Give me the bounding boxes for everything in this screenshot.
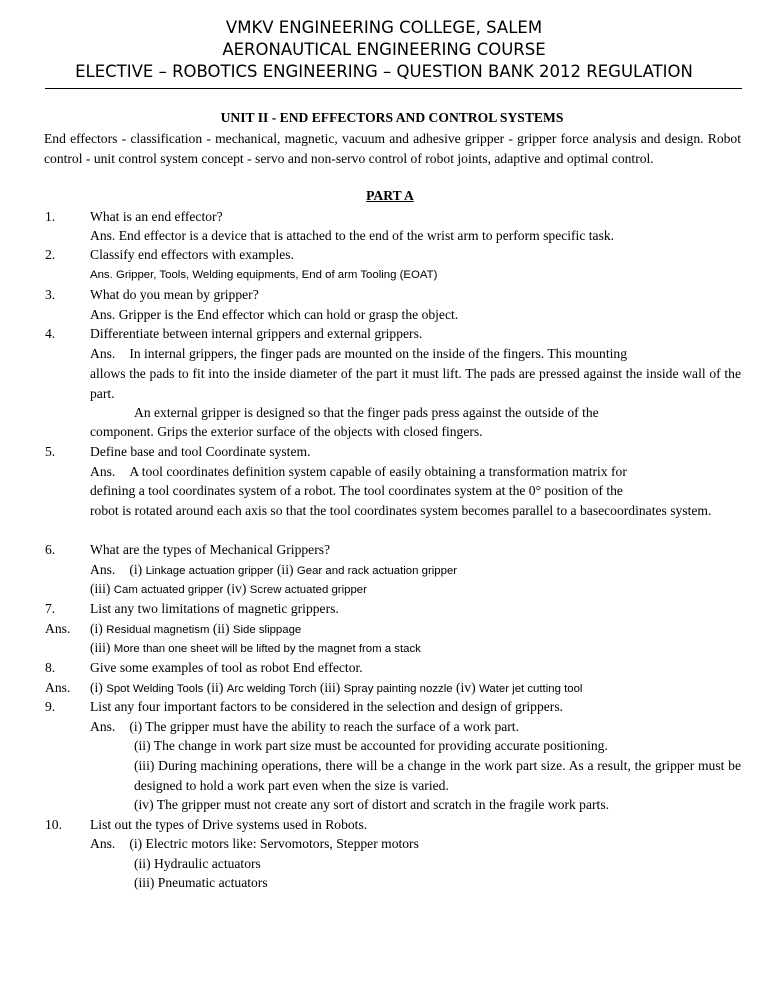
answer-text: An external gripper is designed so that the finger pads press against the outside of the [134,405,599,420]
answer-text: (i) The gripper must have the ability to reach the surface of a work part. [129,719,519,734]
answer-item: Gear and rack actuation gripper [296,565,458,577]
answer-text: (iii) During machining operations, there will be a change in the work part size. As a result, the gripper must be designed to hold a work part even when the size is varied. [134,758,741,793]
ans-label: Ans. [90,346,116,361]
question-text: List out the types of Drive systems used in Robots. [90,817,368,832]
question-text: List any two limitations of magnetic grippers. [90,601,339,616]
ans-label: Ans. [90,562,116,577]
answer-item: Residual magnetism [106,624,210,636]
question-number: 6. [45,542,56,557]
answer-item: Spot Welding Tools [106,683,204,695]
answer-line [90,404,599,421]
answer-line [90,718,519,735]
answer-text: (iii) Pneumatic actuators [134,875,268,890]
item-marker: (ii) [276,562,294,577]
answer-text: defining a tool coordinates system of a robot. The tool coordinates system at the 0° position of the [90,483,623,498]
answer-text: (i) Electric motors like: Servomotors, Stepper motors [129,836,419,851]
question-number: 10. [45,817,62,832]
answer-text: In internal grippers, the finger pads are mounted on the inside of the fingers. This mounting [129,346,628,361]
question-number: 7. [45,601,56,616]
question-text: Classify end effectors with examples. [90,247,294,262]
answer-text: component. Grips the exterior surface of the objects with closed fingers. [90,424,483,439]
answer-line [90,639,421,658]
question-text: Define base and tool Coordinate system. [90,444,311,459]
item-marker: (i) [90,621,103,636]
question-number: 1. [45,209,56,224]
answer-item: Water jet cutting tool [479,683,583,695]
answer-text: Ans. Gripper, Tools, Welding equipments, End of arm Tooling (EOAT) [90,269,438,281]
item-marker: (i) [129,562,143,577]
answer-text: robot is rotated around each axis so that the tool coordinates system becomes parallel to a basecoordinates system. [90,503,712,518]
item-marker: (iii) [90,640,111,655]
question-text: What is an end effector? [90,209,223,224]
answer-line [90,463,627,480]
answer-line [90,620,301,639]
question-text: List any four important factors to be considered in the selection and design of grippers. [90,699,564,714]
answer-item: Arc welding Torch [226,683,317,695]
answer-text: allows the pads to fit into the inside diameter of the part it must lift. The pads are pressed against the inside wall of the part. [90,366,741,401]
unit-title: UNIT II - END EFFECTORS AND CONTROL SYSTEMS [220,110,564,125]
question-text: Give some examples of tool as robot End effector. [90,660,363,675]
ans-label: Ans. [90,464,116,479]
question-number: 8. [45,660,56,675]
header-divider [45,88,742,89]
item-marker: (iv) [456,680,476,695]
question-number: 3. [45,287,56,302]
question-number: 2. [45,247,56,262]
item-marker: (iii) [90,581,111,596]
item-marker: (ii) [212,621,230,636]
syllabus-paragraph: End effectors - classification - mechanical, magnetic, vacuum and adhesive gripper - gripper force analysis and design. Robot control - unit control system concept - servo and non-servo control of robot joints, adaptive and optimal control. [44,131,741,166]
answer-text: Ans. End effector is a device that is attached to the end of the wrist arm to perform specific task. [90,228,615,243]
answer-text: Ans. Gripper is the End effector which can hold or grasp the object. [90,307,459,322]
part-a-heading: PART A [366,188,414,203]
course-name: AERONAUTICAL ENGINEERING COURSE [222,40,546,59]
answer-line [90,345,627,362]
answer-item: Screw actuated gripper [249,584,367,596]
question-text: Differentiate between internal grippers and external grippers. [90,326,423,341]
college-name: VMKV ENGINEERING COLLEGE, SALEM [225,18,543,37]
answer-text: (ii) The change in work part size must be accounted for providing accurate positioning. [134,738,608,753]
answer-text: (ii) Hydraulic actuators [134,856,261,871]
answer-text: (iv) The gripper must not create any sort of distort and scratch in the fragile work parts. [134,797,610,812]
answer-item: Cam actuated gripper [113,584,224,596]
item-marker: (i) [90,680,103,695]
item-marker: (iii) [319,680,341,695]
answer-text: A tool coordinates definition system capable of easily obtaining a transformation matrix for [129,464,627,479]
item-marker: (iv) [226,581,247,596]
question-number: 4. [45,326,56,341]
answer-line [90,679,582,698]
ans-label: Ans. [90,836,116,851]
answer-item: Spray painting nozzle [343,683,453,695]
answer-item: More than one sheet will be lifted by the magnet from a stack [113,643,421,655]
ans-label: Ans. [45,621,71,636]
ans-label: Ans. [90,719,116,734]
question-number: 5. [45,444,56,459]
answer-line [90,835,419,852]
item-marker: (ii) [206,680,224,695]
question-bank-title: ELECTIVE – ROBOTICS ENGINEERING – QUESTION BANK 2012 REGULATION [75,62,693,81]
answer-line [90,561,457,580]
answer-line [90,580,367,599]
question-text: What do you mean by gripper? [90,287,259,302]
ans-label: Ans. [45,680,71,695]
question-text: What are the types of Mechanical Grippers? [90,542,331,557]
answer-item: Linkage actuation gripper [145,565,274,577]
answer-item: Side slippage [232,624,302,636]
question-number: 9. [45,699,56,714]
